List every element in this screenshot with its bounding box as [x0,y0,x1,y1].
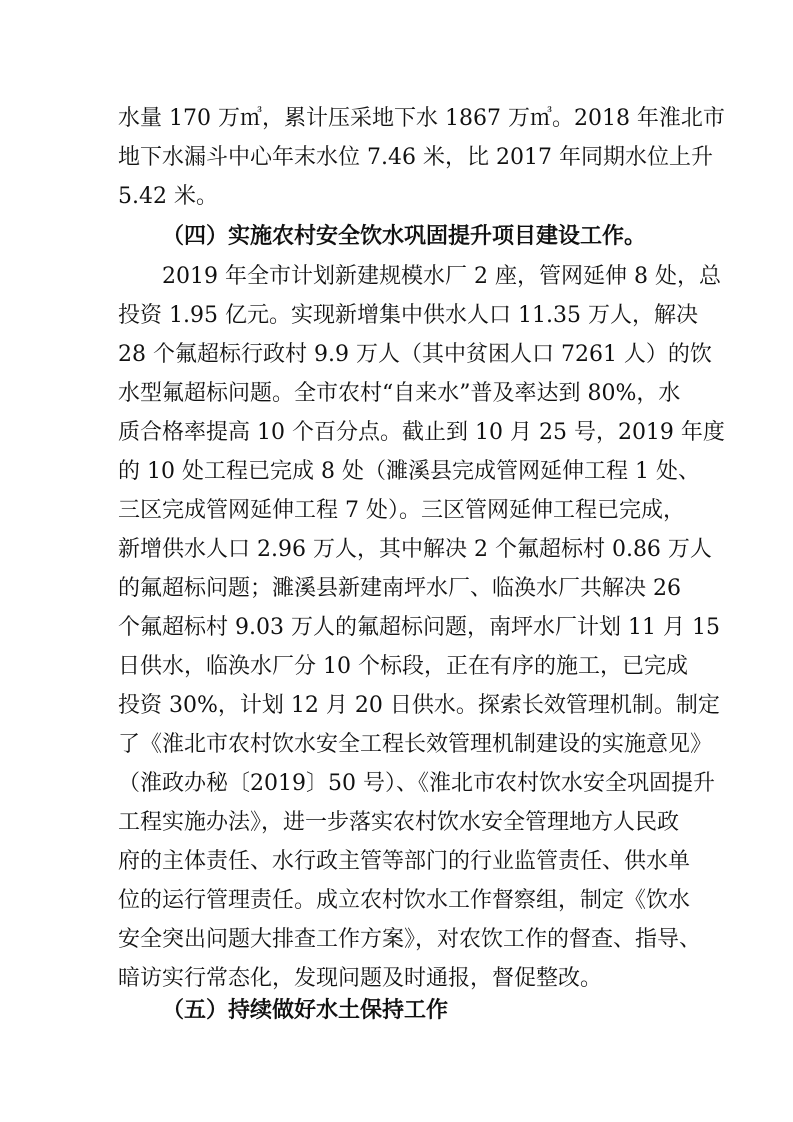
text-line: 暗访实行常态化，发现问题及时通报，督促整改。 [118,966,603,991]
text-line: 水型氟超标问题。全市农村“自来水”普及率达到 80%，水 [118,381,681,406]
text-line: 地下水漏斗中心年末水位 7.46 米，比 2017 年同期水位上升 [118,145,713,170]
text-line: （淮政办秘〔2019〕50 号）、《淮北市农村饮水安全巩固提升 [118,771,715,796]
text-line: 日供水，临涣水厂分 10 个标段，正在有序的施工，已完成 [118,654,688,679]
text-line: 28 个氟超标行政村 9.9 万人（其中贫困人口 7261 人）的饮 [118,342,712,367]
text-line: 安全突出问题大排查工作方案》，对农饮工作的督查、指导、 [118,927,702,952]
text-line: 三区完成管网延伸工程 7 处）。三区管网延伸工程已完成， [118,498,685,523]
text-line: 2019 年全市计划新建规模水厂 2 座，管网延伸 8 处，总 [162,264,721,289]
text-line: 了《淮北市农村饮水安全工程长效管理机制建设的实施意见》 [118,732,713,757]
text-line: 新增供水人口 2.96 万人，其中解决 2 个氟超标村 0.86 万人 [118,537,712,562]
text-line: 的 10 处工程已完成 8 处（濉溪县完成管网延伸工程 1 处、 [118,459,700,484]
text-line: 水量 170 万㎥，累计压采地下水 1867 万㎥。2018 年淮北市 [118,106,725,131]
text-line: 个氟超标村 9.03 万人的氟超标问题，南坪水厂计划 11 月 15 [118,615,720,640]
text-line: 位的运行管理责任。成立农村饮水工作督察组，制定《饮水 [118,888,691,913]
text-line: 投资 1.95 亿元。实现新增集中供水人口 11.35 万人，解决 [118,303,698,328]
section-heading: （五）持续做好水土保持工作 [162,998,449,1023]
text-line: 5.42 米。 [118,184,218,209]
text-line: 府的主体责任、水行政主管等部门的行业监管责任、供水单 [118,849,691,874]
text-line: 质合格率提高 10 个百分点。截止到 10 月 25 号，2019 年度 [118,420,725,445]
text-line: 的氟超标问题；濉溪县新建南坪水厂、临涣水厂共解决 26 [118,576,681,601]
section-heading: （四）实施农村安全饮水巩固提升项目建设工作。 [162,224,647,249]
text-line: 投资 30%，计划 12 月 20 日供水。探索长效管理机制。制定 [118,693,720,718]
text-line: 工程实施办法》，进一步落实农村饮水安全管理地方人民政 [118,810,680,835]
